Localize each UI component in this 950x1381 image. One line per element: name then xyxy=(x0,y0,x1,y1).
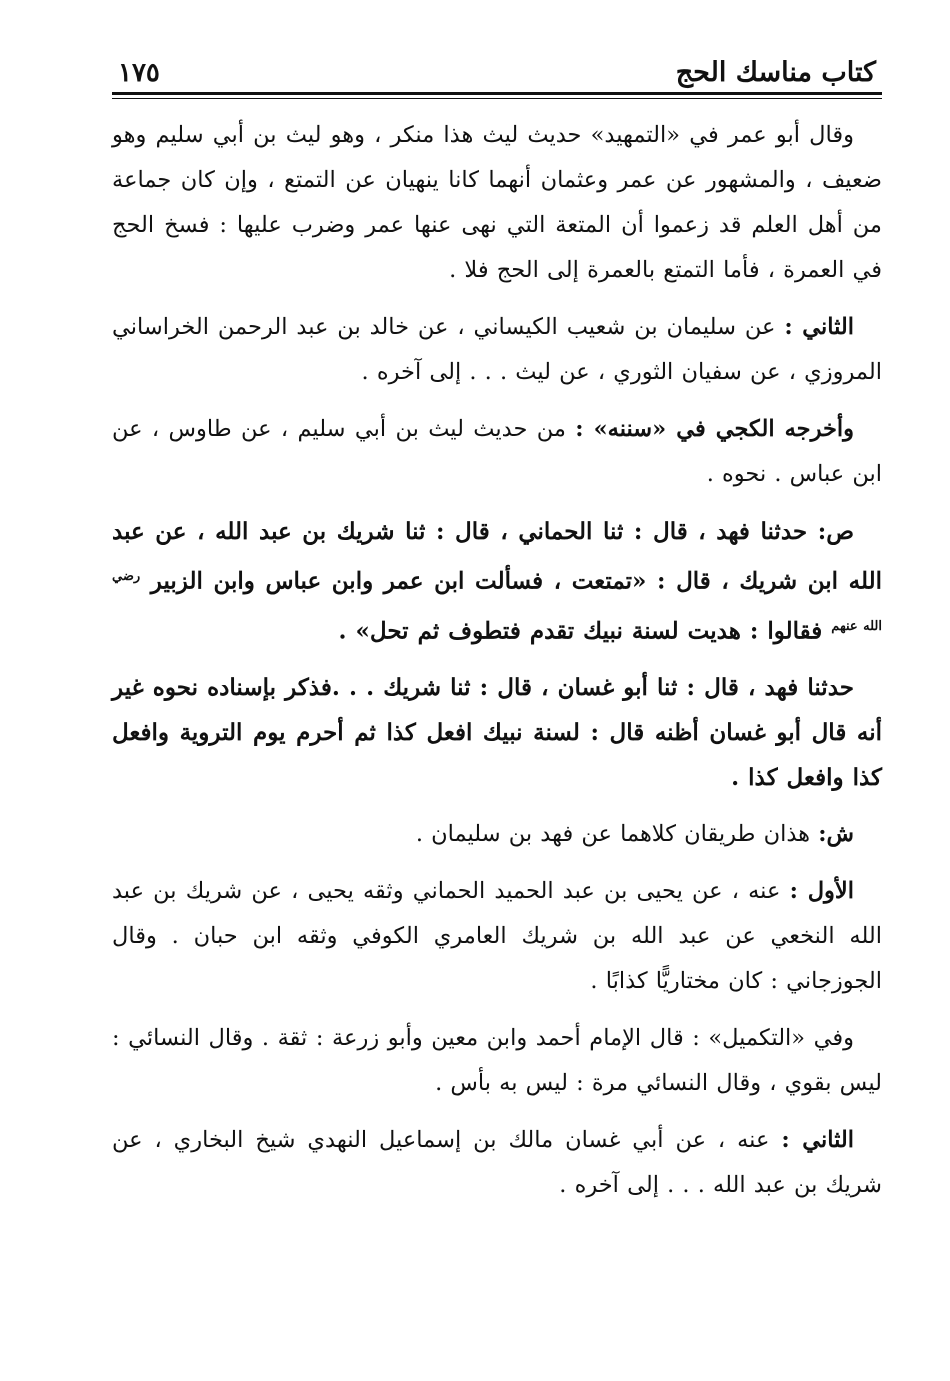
hadith-text xyxy=(112,665,882,800)
page-body xyxy=(112,113,882,1208)
running-header xyxy=(112,36,882,88)
paragraph-text: من حديث ليث بن أبي سليم ، عن طاوس ، عن ابن عباس . نحوه . xyxy=(112,416,882,487)
paragraph-text: وفي «التكميل» : قال الإمام أحمد وابن معين وأبو زرعة : ثقة . وقال النسائي : ليس بقوي ، وقال النسائي مرة : ليس به بأس . xyxy=(112,1025,882,1097)
paragraph-lead: ص: xyxy=(817,518,855,545)
paragraph-text: عن سليمان بن شعيب الكيساني ، عن خالد بن عبد الرحمن الخراساني المروزي ، عن سفيان الثوري ، عن ليث . . . إلى آخره . xyxy=(112,314,882,385)
paragraph xyxy=(112,113,882,293)
paragraph xyxy=(112,869,882,1004)
paragraph-text: عنه ، عن يحيى بن عبد الحميد الحماني وثقه يحيى ، عن شريك بن عبد الله النخعي عن عبد الله بن شريك العامري الكوفي وثقه ابن حبان . وقال الجوزجاني : كان مختاريًّا كذابًا . xyxy=(112,878,882,995)
paragraph-lead: وأخرجه الكجي في «سننه» : xyxy=(575,416,855,442)
paragraph-text: عنه ، عن أبي غسان مالك بن إسماعيل النهدي شيخ البخاري ، عن شريك بن عبد الله . . . إلى آخره . xyxy=(112,1127,882,1199)
paragraph-text: حدثنا فهد ، قال : ثنا أبو غسان ، قال : ثنا شريك . . .فذكر بإسناده نحوه غير أنه قال أبو غسان أظنه قال : لسنة نبيك افعل كذا ثم أحرم يوم التروية وافعل كذا وافعل كذا . xyxy=(112,674,882,792)
paragraph xyxy=(112,1016,882,1106)
paragraph-text: هذان طريقان كلاهما عن فهد بن سليمان . xyxy=(415,821,811,848)
paragraph-lead: الأول : xyxy=(789,878,855,905)
paragraph-lead: الثاني : xyxy=(784,314,854,340)
paragraph-lead: ش: xyxy=(818,821,854,848)
paragraph-text: حدثنا فهد ، قال : ثنا الحماني ، قال : ثنا شريك بن عبد الله ، عن عبد الله ابن شريك ، قال : «تمتعت ، فسألت ابن عمر وابن عباس وابن الزبير xyxy=(112,518,882,595)
paragraph xyxy=(112,305,882,395)
header-rule xyxy=(112,92,882,95)
page-number: ١٧٥ xyxy=(118,58,160,88)
header-rule-thin xyxy=(112,98,882,99)
paragraph xyxy=(112,1118,882,1208)
book-title: كتاب مناسك الحج xyxy=(675,57,876,88)
paragraph xyxy=(112,812,882,857)
paragraph-lead: الثاني : xyxy=(781,1127,854,1154)
paragraph-text: وقال أبو عمر في «التمهيد» حديث ليث هذا منكر ، وهو ليث بن أبي سليم وهو ضعيف ، والمشهور عن عمر وعثمان أنهما كانا ينهيان عن التمتع ، وإن كان جماعة من أهل العلم قد زعموا أن المتعة التي نهى عنها عمر وضرب عليها : فسخ الحج في العمرة ، فأما التمتع بالعمرة إلى الحج فلا . xyxy=(112,122,882,283)
hadith-text xyxy=(112,509,882,653)
paragraph xyxy=(112,407,882,497)
paragraph-text-continued: فقالوا : هديت لسنة نبيك تقدم فتطوف ثم تحل» . xyxy=(338,617,823,645)
honorific: رضي الله عنهم xyxy=(112,569,882,634)
